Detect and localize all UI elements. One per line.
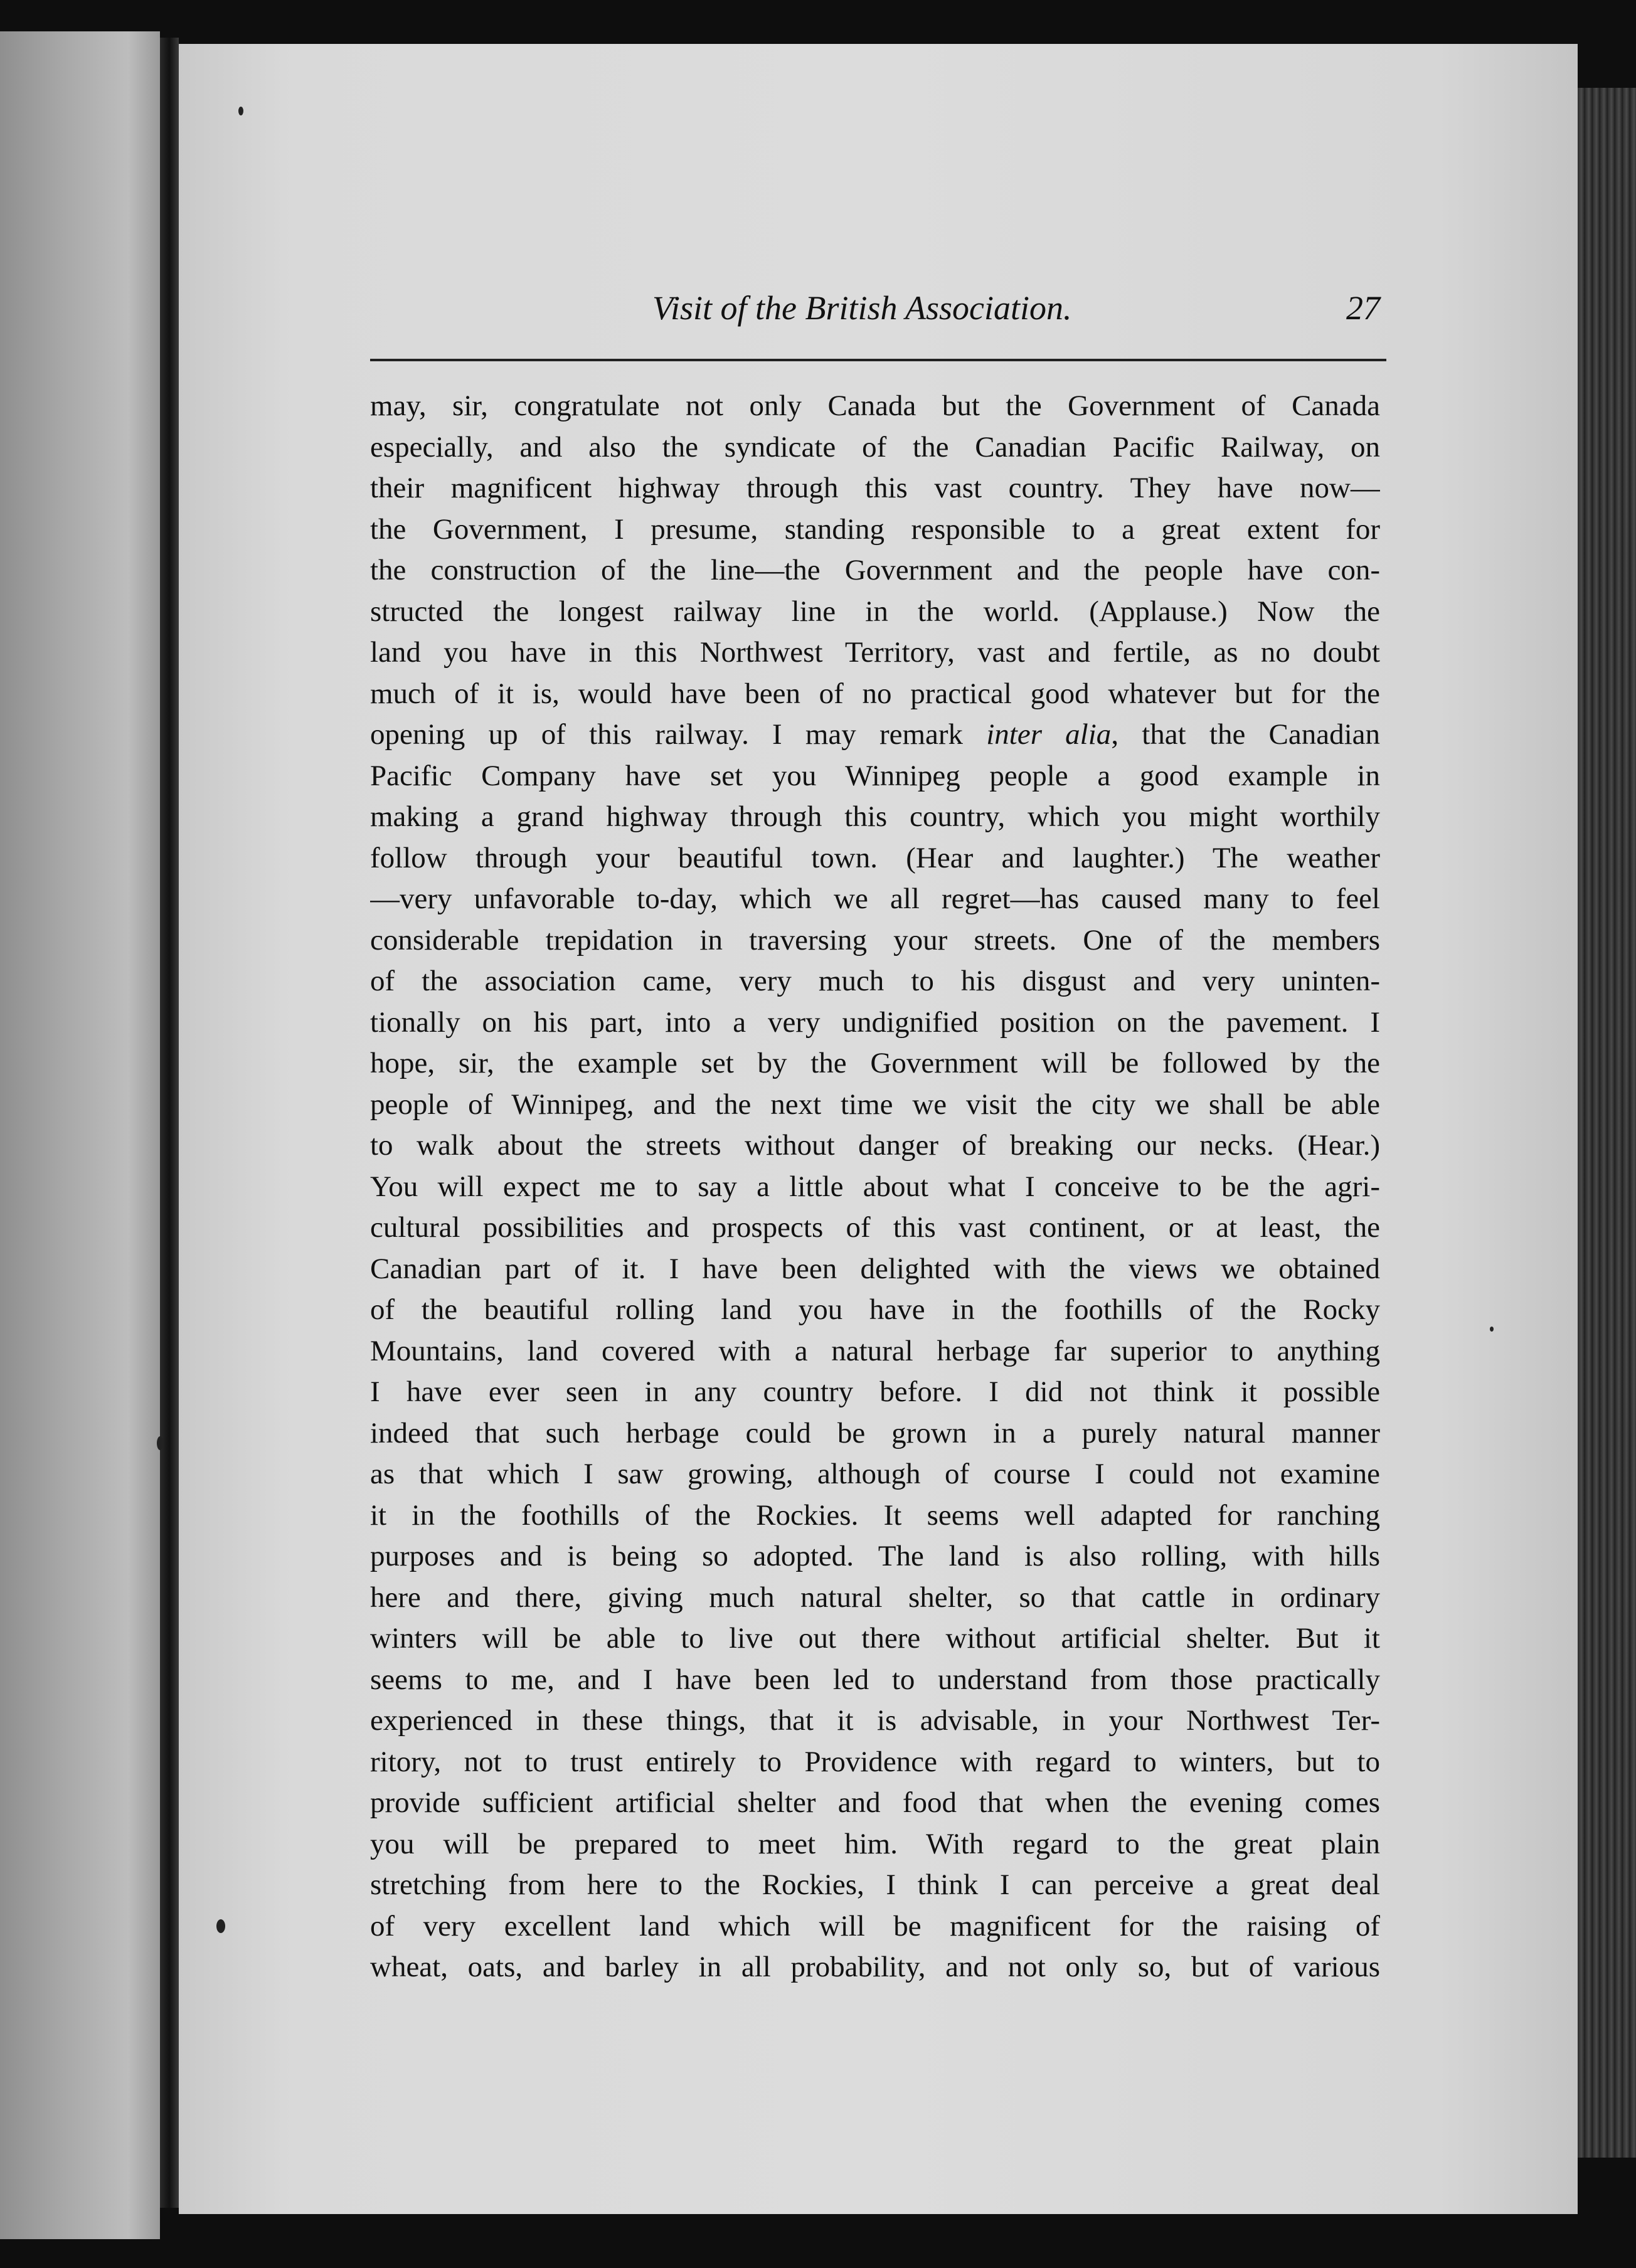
text-line: especially, and also the syndicate of the Canadian Pacific Railway, on [370, 430, 1380, 464]
text-line: experienced in these things, that it is advisable, in your Northwest Ter- [370, 1704, 1380, 1737]
header-rule [370, 359, 1386, 361]
text-line: you will be prepared to meet him. With regard to the great plain [370, 1827, 1380, 1860]
text-line: stretching from here to the Rockies, I think I can perceive a great deal [370, 1868, 1380, 1901]
text-line: of the beautiful rolling land you have in the foothills of the Rocky [370, 1293, 1380, 1326]
page-header [370, 289, 1380, 345]
text-line: purposes and is being so adopted. The land is also rolling, with hills [370, 1540, 1380, 1572]
text-line: cultural possibilities and prospects of this vast continent, or at least, the [370, 1211, 1380, 1244]
text-line: to walk about the streets without danger of breaking our necks. (Hear.) [370, 1129, 1380, 1162]
text-line: provide sufficient artificial shelter and food that when the evening comes [370, 1786, 1380, 1819]
text-line: the construction of the line—the Government and the people have con- [370, 554, 1380, 586]
text-line: tionally on his part, into a very undignified position on the pavement. I [370, 1005, 1380, 1039]
text-line: seems to me, and I have been led to understand from those practically [370, 1663, 1380, 1696]
text-line: You will expect me to say a little about what I conceive to be the agri- [370, 1170, 1380, 1203]
text-line: Canadian part of it. I have been delighted with the views we obtained [370, 1252, 1380, 1285]
body-text [370, 386, 1380, 1988]
text-line: making a grand highway through this country, which you might worthily [370, 800, 1380, 833]
ink-speck [238, 107, 243, 115]
text-line: much of it is, would have been of no practical good whatever but for the [370, 677, 1380, 710]
text-line: here and there, giving much natural shelter, so that cattle in ordinary [370, 1581, 1380, 1614]
text-line: structed the longest railway line in the world. (Applause.) Now the [370, 595, 1380, 628]
text-line: it in the foothills of the Rockies. It seems well adapted for ranching [370, 1498, 1380, 1532]
text-line: Mountains, land covered with a natural herbage far superior to anything [370, 1334, 1380, 1367]
text-line: the Government, I presume, standing responsible to a great extent for [370, 512, 1380, 546]
text-line: ritory, not to trust entirely to Providence with regard to winters, but to [370, 1745, 1380, 1778]
text-line: people of Winnipeg, and the next time we visit the city we shall be able [370, 1088, 1380, 1121]
text-line: —very unfavorable to-day, which we all regret—has caused many to feel [370, 882, 1380, 915]
text-line: land you have in this Northwest Territory, vast and fertile, as no doubt [370, 636, 1380, 669]
text-line: of very excellent land which will be magnificent for the raising of [370, 1909, 1380, 1942]
text-line: their magnificent highway through this vast country. They have now— [370, 472, 1380, 504]
italic-phrase: inter alia [986, 718, 1112, 751]
text-line: hope, sir, the example set by the Government will be followed by the [370, 1047, 1380, 1079]
text-line: of the association came, very much to his disgust and very uninten- [370, 965, 1380, 997]
text-line: considerable trepidation in traversing your streets. One of the members [370, 923, 1380, 956]
text-line: wheat, oats, and barley in all probability, and not only so, but of various [370, 1951, 1380, 1983]
facing-page-edge [0, 31, 160, 2239]
text-line: winters will be able to live out there without artificial shelter. But it [370, 1622, 1380, 1655]
text-line: opening up of this railway. I may remark inter alia, that the Canadian [370, 718, 1380, 751]
page-stack-edge [1578, 88, 1636, 2158]
ink-speck [216, 1919, 225, 1933]
text-line: I have ever seen in any country before. I did not think it possible [370, 1375, 1380, 1408]
text-line: Pacific Company have set you Winnipeg people a good example in [370, 759, 1380, 792]
ink-speck [1490, 1327, 1494, 1332]
text-line: indeed that such herbage could be grown in a purely natural manner [370, 1416, 1380, 1449]
running-title: Visit of the British Association. [652, 289, 1072, 327]
ink-speck [157, 1436, 163, 1450]
book-gutter [160, 38, 179, 2208]
text-line: as that which I saw growing, although of course I could not examine [370, 1458, 1380, 1490]
text-line: may, sir, congratulate not only Canada but the Government of Canada [370, 389, 1380, 422]
text-line: follow through your beautiful town. (Hear and laughter.) The weather [370, 841, 1380, 874]
page-number: 27 [1346, 289, 1380, 327]
